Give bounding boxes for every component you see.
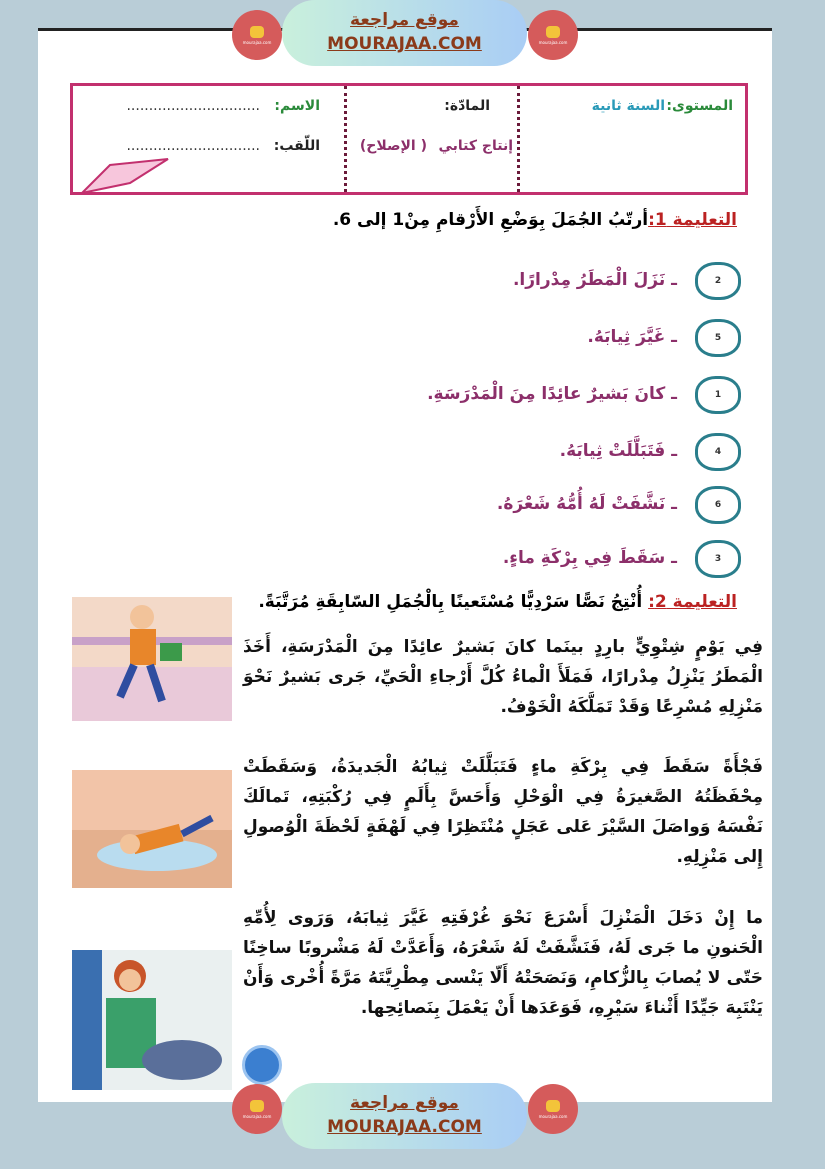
story-paragraph-2: فَجْأَةً سَقَطَ فِي بِرْكَةِ ماءٍ فَتَبَلَّلَتْ ثِيابُهُ الْجَديدَةُ، وَسَقَطَتْ مِحْفَظَتُهُ الصَّغيرَةُ فِي الْوَحْلِ وَأَحَسَّ بِأَلَمٍ فِي رُكْبَتِهِ، تَمالَكَ نَفْسَهُ وَواصَلَ السَّيْرَ عَلى عَجَلٍ مُنْتَظِرًا فِي لَهْفَةٍ لَحْظَةَ الْوُصولِ إِلى مَنْزِلِهِ. — [243, 757, 763, 867]
sentence-item: ـ فَتَبَلَّلَتْ ثِيابَهُ. — [559, 441, 677, 461]
site-logo: mourajaa.com — [232, 1084, 282, 1134]
order-badge[interactable]: 3 — [695, 540, 741, 578]
page-curl-icon — [70, 155, 170, 195]
task2-text: أُنْتِجُ نَصًّا سَرْدِيًّا مُسْتَعينًا بِالْجُمَلِ السّابِقَةِ مُرَتَّبَةً. — [258, 592, 643, 612]
task1-instruction — [333, 210, 737, 230]
task2-instruction — [258, 592, 737, 612]
order-badge[interactable]: 1 — [695, 376, 741, 414]
info-header-box — [70, 83, 748, 195]
sentence-item: ـ كانَ بَشيرٌ عائِدًا مِنَ الْمَدْرَسَةِ. — [427, 384, 677, 404]
surname-label: اللّقب: — [273, 138, 320, 154]
story-paragraph-3: ما إِنْ دَخَلَ الْمَنْزِلَ أَسْرَعَ نَحْوَ غُرْفَتِهِ غَيَّرَ ثِيابَهُ، وَرَوى لِأُمِّهِ الْحَنونِ ما جَرى لَهُ، فَنَشَّفَتْ لَهُ شَعْرَهُ، وَأَعَدَّتْ لَهُ مَشْروبًا ساخِنًا حَتّى لا يُصابَ بِالزُّكامِ، وَنَصَحَتْهُ أَلّا يَنْسى مِطْرِيَّتَهُ مَرَّةً أُخْرى وَأَنْ يَنْتَبِهَ جَيِّدًا أَثْناءَ سَيْرِهِ، فَوَعَدَها أَنْ يَعْمَلَ بِنَصائِحِها. — [243, 908, 763, 1018]
site-logo: mourajaa.com — [528, 1084, 578, 1134]
site-logo: mourajaa.com — [232, 10, 282, 60]
task1-key: التعليمة 1: — [648, 210, 737, 230]
level-label: المستوى: — [666, 98, 733, 114]
order-badge[interactable]: 2 — [695, 262, 741, 300]
subject-note: ( الإصلاح) — [359, 138, 427, 154]
name-label: الاسم: — [274, 98, 320, 114]
order-badge[interactable]: 4 — [695, 433, 741, 471]
story-paragraph-1: فِي يَوْمٍ شِتْوِيٍّ بارِدٍ بينَما كانَ بَشيرٌ عائِدًا مِنَ الْمَدْرَسَةِ، أَخَذَ الْمَطَرُ يَنْزِلُ مِدْرارًا، فَمَلَأَ الْماءُ كُلَّ أَرْجاءِ الْحَيِّ، جَرى بَشيرٌ نَحْوَ مَنْزِلِهِ مُسْرِعًا وَقَدْ تَمَلَّكَهُ الْخَوْفُ. — [243, 637, 763, 717]
level-value: السنة ثانية — [591, 98, 665, 114]
sentence-item: ـ نَزَلَ الْمَطَرُ مِدْرارًا. — [512, 270, 677, 290]
banner-en: MOURAJAA.COM — [327, 1117, 482, 1137]
sentence-item: ـ نَشَّفَتْ لَهُ أُمُّهُ شَعْرَهُ. — [496, 494, 677, 514]
surname-field[interactable]: .............................. — [126, 138, 260, 154]
boy-fallen-puddle-illustration — [72, 770, 232, 888]
order-badge[interactable]: 6 — [695, 486, 741, 524]
banner-ar: موقع مراجعة — [350, 1093, 459, 1113]
site-banner-top[interactable] — [282, 0, 527, 66]
site-banner-bottom[interactable] — [282, 1083, 527, 1149]
banner-en: MOURAJAA.COM — [327, 34, 482, 54]
mother-drying-boy-illustration — [72, 950, 232, 1090]
sentence-item: ـ سَقَطَ فِي بِرْكَةِ ماءٍ. — [502, 548, 677, 568]
task2-key: التعليمة 2: — [648, 592, 737, 612]
site-logo: mourajaa.com — [528, 10, 578, 60]
banner-ar: موقع مراجعة — [350, 10, 459, 30]
sentence-item: ـ غَيَّرَ ثِيابَهُ. — [587, 327, 677, 347]
boy-running-rain-illustration — [72, 597, 232, 721]
task1-text: أرتّبُ الجُمَلَ بِوَضْعِ الأَرْقامِ مِنْ1 إلى 6. — [332, 210, 649, 230]
order-badge[interactable]: 5 — [695, 319, 741, 357]
subject-value: إنتاج كتابي — [438, 138, 513, 154]
name-field[interactable]: .............................. — [126, 98, 260, 114]
computer-icon — [242, 1045, 282, 1085]
subject-label: المادّة: — [444, 98, 490, 114]
